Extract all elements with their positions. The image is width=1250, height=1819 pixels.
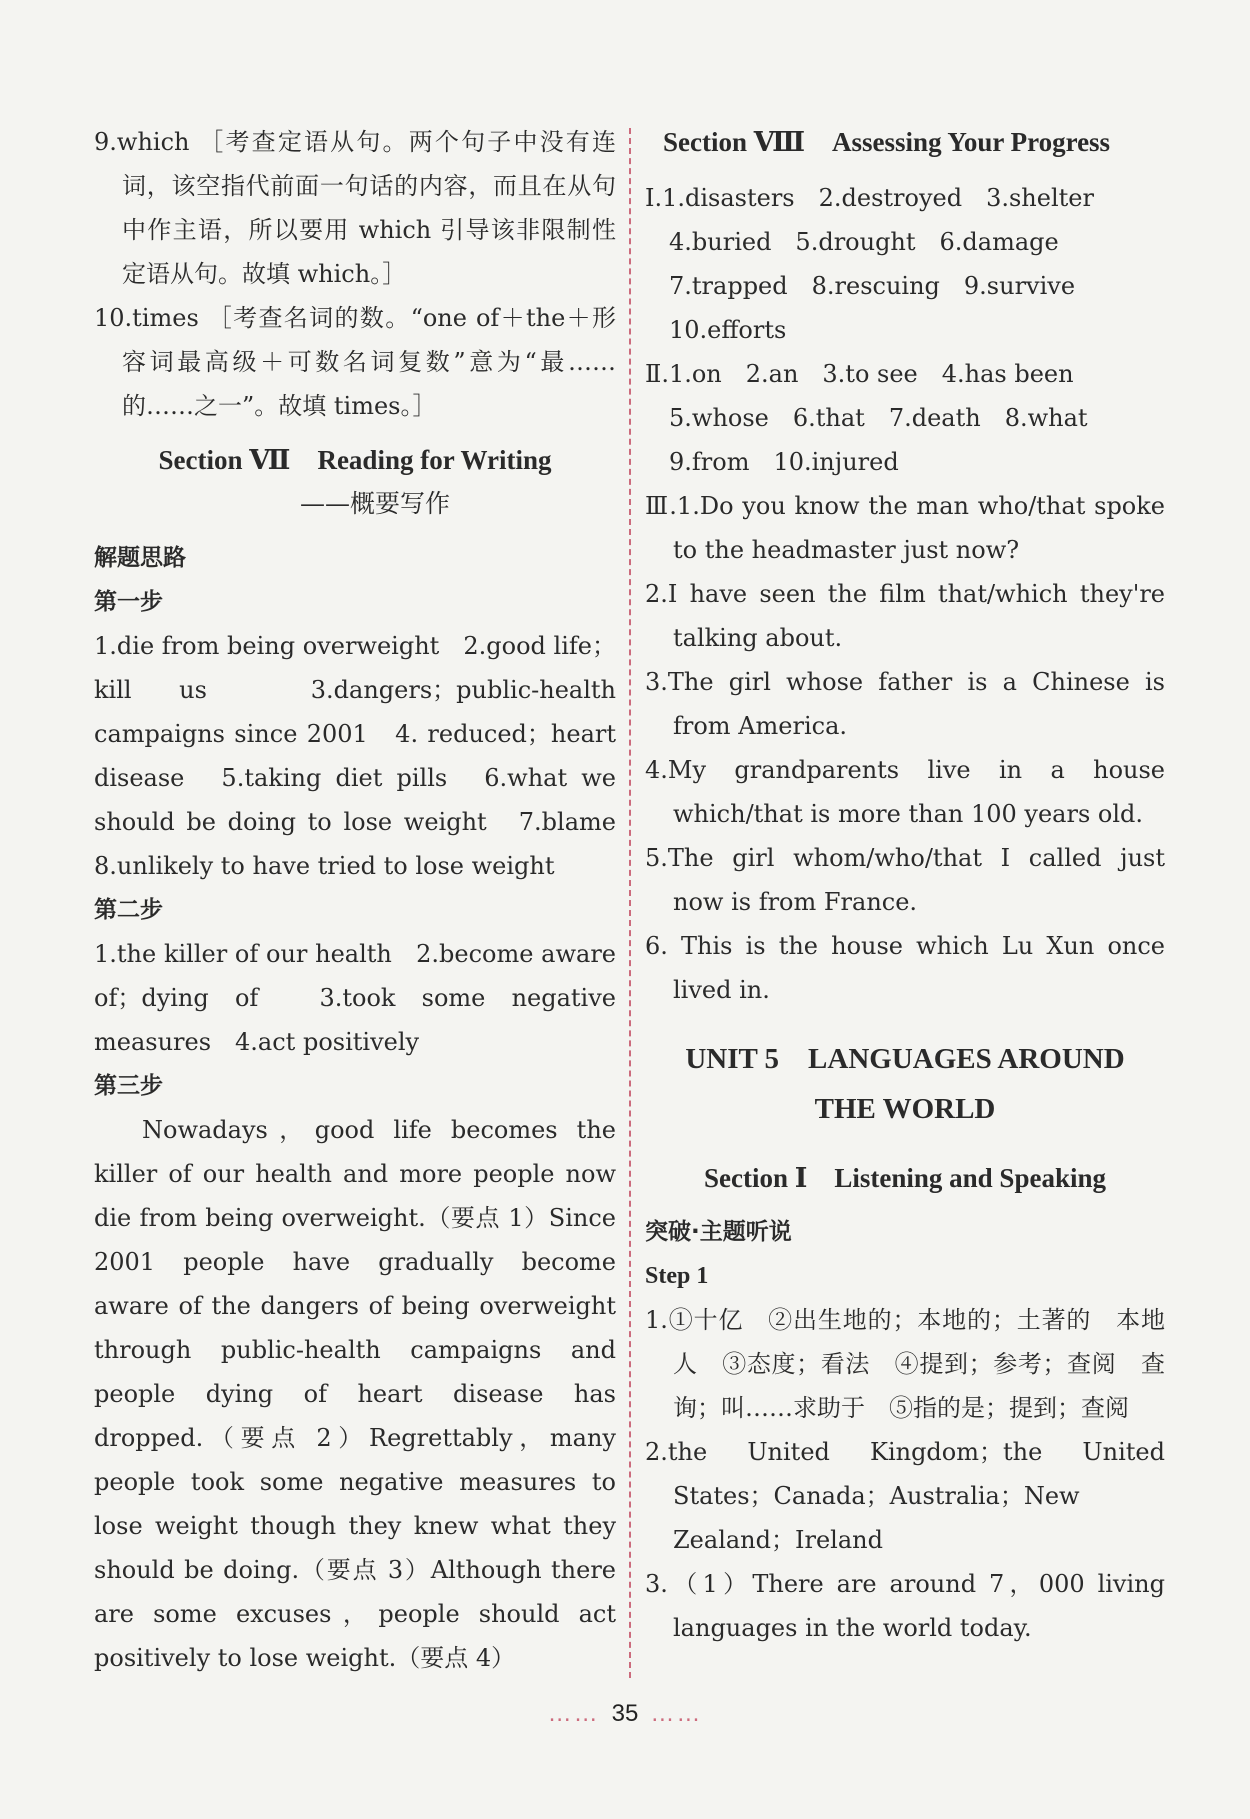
list-item: Ⅰ.1.disasters 2.destroyed 3.shelter: [645, 184, 1094, 212]
page-footer: [0, 1700, 1250, 1728]
solution-approach-heading: 解题思路: [94, 545, 186, 571]
answer-item-10: 10.times ［考查名词的数。“one of＋the＋形容词最高级＋可数名词复数”意为“最……的……之一”。故填 times。］: [94, 304, 616, 420]
unit-5-title-line-1: UNIT 5 LANGUAGES AROUND: [685, 1043, 1125, 1075]
list-item: 5.The girl whom/who/that I called just now is from France.: [645, 844, 1165, 916]
list-item: 4.My grandparents live in a house which/that is more than 100 years old.: [645, 756, 1165, 828]
list-item: 2.I have seen the film that/which they're talking about.: [645, 580, 1165, 652]
list-item: 6. This is the house which Lu Xun once lived in.: [645, 932, 1165, 1004]
section-7-title: Section Ⅶ Reading for Writing: [158, 445, 552, 475]
section-7-subtitle: ——概要写作: [299, 489, 450, 518]
step-3-label: 第三步: [94, 1073, 163, 1099]
list-item: 3.（1）There are around 7，000 living languages in the world today.: [645, 1570, 1165, 1642]
column-divider: [629, 128, 631, 1678]
section-1-title: Section Ⅰ Listening and Speaking: [704, 1163, 1106, 1193]
answer-item-9: 9.which ［考查定语从句。两个句子中没有连词，该空指代前面一句话的内容，而且在从句中作主语，所以要用 which 引导该非限制性定语从句。故填 which。］: [94, 128, 616, 288]
list-item: Ⅲ.1.Do you know the man who/that spoke to the headmaster just now?: [645, 492, 1165, 564]
list-item: Ⅱ.1.on 2.an 3.to see 4.has been: [645, 360, 1074, 388]
summary-essay: Nowadays，good life becomes the killer of our health and more people now die from being overweight.（要点 1）Since 2001 people have gradually become aware of the dangers of being overweight through public-health campaigns and people dying of heart disease has dropped.（要点 2）Regrettably，many people took some negative measures to lose weight though they knew what they should be doing.（要点 3）Although there are some excuses，people should act positively to lose weight.（要点 4）: [94, 1116, 616, 1672]
part-1-answers: [645, 176, 1165, 352]
step-2-answers: 1.the killer of our health 2.become aware of；dying of 3.took some negative measures 4.act positively: [94, 940, 616, 1056]
section-8-title: Section Ⅷ Assessing Your Progress: [663, 127, 1111, 157]
list-item: 7.trapped 8.rescuing 9.survive: [669, 272, 1076, 300]
right-column: [645, 120, 1165, 1650]
part-3-answers: [645, 484, 1165, 1012]
page-number: 35: [611, 1700, 639, 1727]
step-1-answers: 1.die from being overweight 2.good life；kill us 3.dangers；public-health campaigns since 2001 4. reduced；heart disease 5.taking diet pills 6.what we should be doing to lose weight 7.blame 8.unlikely to have tried to lose weight: [94, 632, 640, 880]
footer-dots-right: ……: [650, 1700, 703, 1727]
part-2-answers: [645, 352, 1165, 484]
list-item: 3.The girl whose father is a Chinese is from America.: [645, 668, 1165, 740]
footer-dots-left: ……: [547, 1700, 600, 1727]
left-column: [94, 120, 640, 1680]
list-item: 9.from 10.injured: [669, 448, 899, 476]
list-item: 2.the United Kingdom；the United States；Canada；Australia；New Zealand；Ireland: [645, 1438, 1165, 1554]
step-1-heading: Step 1: [645, 1263, 709, 1289]
list-item: 5.whose 6.that 7.death 8.what: [669, 404, 1088, 432]
unit-5-title-line-2: THE WORLD: [814, 1093, 996, 1125]
step-2-label: 第二步: [94, 897, 163, 923]
list-item: 10.efforts: [669, 316, 787, 344]
list-item: 1.①十亿 ②出生地的；本地的；土著的 本地人 ③态度；看法 ④提到；参考；查阅 查询；叫……求助于 ⑤指的是；提到；查阅: [645, 1306, 1165, 1422]
list-item: 4.buried 5.drought 6.damage: [669, 228, 1059, 256]
topic-listening-heading: 突破·主题听说: [645, 1219, 792, 1245]
step-1-label: 第一步: [94, 589, 163, 615]
